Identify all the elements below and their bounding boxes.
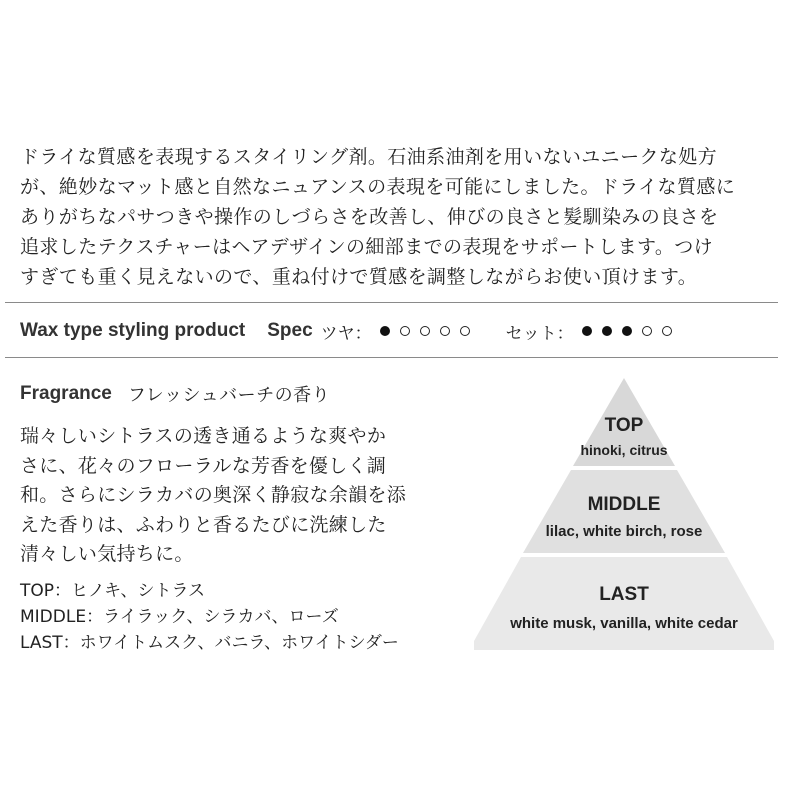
spec-label: Spec	[267, 320, 313, 341]
fragrance-description	[20, 422, 460, 570]
spec-gloss-rating	[380, 326, 480, 336]
rating-dot-empty	[642, 326, 652, 336]
description-line: えた香りは、ふわりと香るたびに洗練した	[20, 513, 387, 536]
pyramid-top-title: TOP	[604, 415, 644, 436]
rating-dot-filled	[582, 326, 592, 336]
fragrance-pyramid	[474, 378, 774, 652]
rating-dot-empty	[440, 326, 450, 336]
description-line: 清々しい気持ちに。	[20, 543, 194, 565]
pyramid-last-notes: white musk, vanilla, white cedar	[510, 615, 738, 632]
spec-hold-label: セット：	[505, 323, 574, 344]
rating-dot-empty	[460, 326, 470, 336]
note-top: TOP：ヒノキ、シトラス	[20, 581, 205, 601]
rating-dot-filled	[380, 326, 390, 336]
intro-line: ドライな質感を表現するスタイリング剤。石油系油剤を用いないユニークな処方	[20, 146, 718, 168]
rating-dot-empty	[420, 326, 430, 336]
intro-line: 追求したテクスチャーはヘアデザインの細部までの表現をサポートします。つけ	[20, 236, 714, 258]
divider-bottom	[5, 357, 778, 358]
rating-dot-empty	[662, 326, 672, 336]
pyramid-top-notes: hinoki, citrus	[580, 442, 668, 458]
fragrance-label: Fragrance	[20, 383, 112, 404]
rating-dot-filled	[622, 326, 632, 336]
fragrance-notes-list	[20, 578, 399, 656]
fragrance-name: フレッシュバーチの香り	[127, 385, 331, 406]
description-line: 瑞々しいシトラスの透き通るような爽やか	[20, 425, 387, 447]
spec-hold	[506, 319, 682, 344]
note-last: LAST：ホワイトムスク、バニラ、ホワイトシダー	[20, 633, 399, 653]
divider-top	[5, 302, 778, 303]
intro-line: すぎても重く見えないので、重ね付けで質感を調整しながらお使い頂けます。	[20, 266, 698, 288]
description-line: さに、花々のフローラルな芳香を優しく調	[20, 454, 387, 477]
note-middle: MIDDLE：ライラック、シラカバ、ローズ	[20, 607, 339, 627]
intro-line: ありがちなパサつきや操作のしづらさを改善し、伸びの良さと髪馴染みの良さを	[20, 206, 719, 228]
product-type: Wax type styling product	[20, 320, 246, 341]
pyramid-middle-notes: lilac, white birch, rose	[545, 523, 703, 540]
intro-paragraph	[20, 142, 785, 292]
spec-gloss-label: ツヤ：	[320, 323, 372, 344]
description-line: 和。さらにシラカバの奥深く静寂な余韻を添	[20, 484, 407, 506]
spec-hold-rating	[582, 326, 682, 336]
pyramid-middle-title: MIDDLE	[587, 494, 661, 515]
pyramid-last-title: LAST	[599, 584, 649, 605]
rating-dot-filled	[602, 326, 612, 336]
spec-row	[20, 316, 780, 346]
fragrance-heading	[20, 381, 330, 407]
intro-line: が、絶妙なマット感と自然なニュアンスの表現を可能にしました。ドライな質感に	[20, 176, 736, 198]
rating-dot-empty	[400, 326, 410, 336]
spec-gloss	[321, 319, 480, 344]
